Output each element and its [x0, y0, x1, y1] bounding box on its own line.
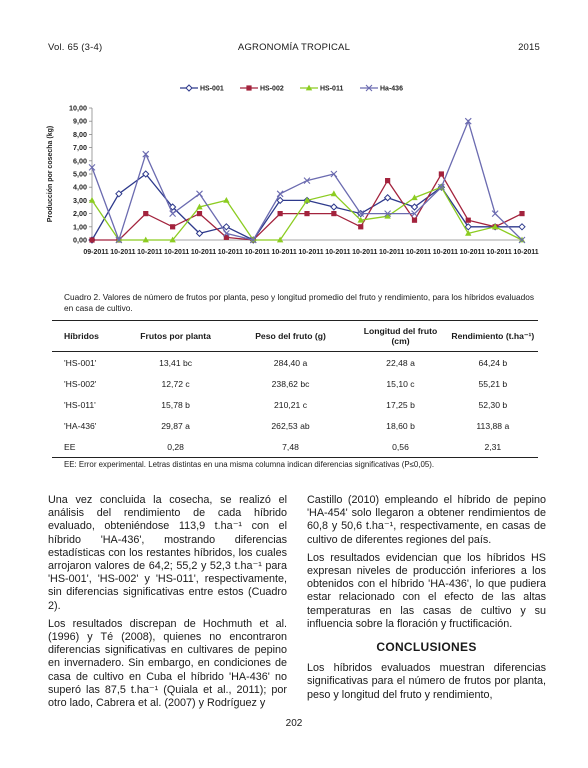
x-tick-label: 10-2011 — [110, 249, 136, 256]
x-tick-label: 10-2011 — [137, 249, 163, 256]
left-column — [48, 494, 287, 715]
table-cell: 238,62 bc — [271, 378, 310, 389]
data-point — [246, 85, 251, 90]
y-tick-label: 3,00 — [73, 195, 87, 205]
data-point — [197, 211, 202, 216]
y-axis-title: Producción por cosecha (kg) — [47, 125, 54, 223]
data-point — [519, 211, 524, 216]
production-line-chart — [40, 72, 540, 282]
table-cell: 113,88 a — [476, 420, 510, 431]
x-tick-label: 10-2011 — [405, 249, 432, 256]
data-point — [331, 190, 337, 196]
header-rendimiento: Rendimiento (t.ha⁻¹) — [448, 321, 538, 352]
y-tick-label: 7,00 — [73, 143, 87, 153]
x-tick-label: 09-2011 — [83, 249, 109, 256]
journal-year: 2015 — [518, 42, 540, 53]
header-peso: Peso del fruto (g) — [228, 321, 354, 352]
table-cell: 22,48 a — [386, 357, 415, 368]
table-cell: 262,53 ab — [271, 420, 310, 431]
series-line — [92, 174, 522, 240]
series-line — [92, 174, 522, 240]
data-point — [170, 224, 175, 229]
table-cell: 29,87 a — [161, 420, 190, 431]
table-header-row — [52, 321, 538, 352]
x-tick-label: 10-2011 — [513, 249, 539, 256]
body-paragraph: Los resultados evidencian que los híbridos HS expresan niveles de producción inferiores a los obtenidos con el híbrido 'HA-436', lo que pudiera estar relacionado con el efecto de las altas temperaturas en las casas de cultivo y su influencia sobre la floración y fructificación. — [307, 551, 546, 630]
table-cell: 64,24 b — [478, 357, 508, 368]
x-tick-label: 10-2011 — [378, 249, 405, 256]
header-frutos: Frutos por planta — [124, 321, 228, 352]
table-cell: 15,78 b — [161, 399, 190, 410]
table-row — [52, 415, 538, 436]
x-tick-label: 10-2011 — [298, 249, 324, 256]
x-tick-label: 10-2011 — [244, 249, 270, 256]
legend-label: HS-002 — [260, 85, 284, 93]
table-cell: 'HS-002' — [64, 378, 97, 389]
table-cell: EE — [52, 436, 124, 458]
data-point — [331, 211, 336, 216]
legend-label: HS-001 — [200, 85, 224, 93]
data-point — [519, 224, 525, 230]
data-point — [197, 191, 203, 197]
data-point — [278, 211, 283, 216]
table-cell: 7,48 — [228, 436, 354, 458]
data-point — [304, 211, 309, 216]
x-tick-label: 10-2011 — [271, 249, 297, 256]
table-cell: 210,21 c — [274, 399, 308, 410]
page-number: 202 — [285, 718, 303, 729]
legend-label: HS-011 — [320, 85, 344, 93]
body-paragraph: Los híbridos evaluados muestran diferencias significativas para el número de frutos por planta, peso y longitud del fruto y rendimiento, — [307, 662, 546, 701]
table-row — [52, 436, 538, 458]
table-cell: 18,60 b — [386, 420, 415, 431]
y-tick-label: 4,00 — [73, 182, 87, 192]
data-point — [385, 178, 390, 183]
y-tick-label: 8,00 — [73, 129, 87, 139]
data-point — [89, 197, 95, 203]
data-point — [412, 218, 417, 223]
x-tick-label: 10-2011 — [163, 249, 190, 256]
data-point — [439, 171, 444, 176]
table-cell: 0,28 — [124, 436, 228, 458]
data-point — [143, 211, 148, 216]
data-point — [170, 211, 176, 217]
y-tick-label: 9,00 — [73, 116, 87, 126]
table-cell: 'HS-011' — [64, 399, 96, 410]
y-tick-label: 2,00 — [73, 209, 87, 219]
table-cell: 0,56 — [353, 436, 447, 458]
table-cell: 'HS-001' — [64, 357, 97, 368]
header-hibridos: Híbridos — [52, 321, 124, 352]
x-tick-label: 10-2011 — [459, 249, 485, 256]
table-cell: 2,31 — [448, 436, 538, 458]
right-column — [307, 494, 546, 707]
table-row — [52, 394, 538, 415]
y-tick-label: 5,00 — [73, 169, 87, 179]
y-tick-label: 6,00 — [73, 156, 87, 166]
data-point — [358, 224, 363, 229]
section-heading: CONCLUSIONES — [376, 640, 477, 655]
header-longitud: Longitud del fruto (cm) — [353, 321, 447, 352]
table-caption: Cuadro 2. Valores de número de frutos por planta, peso y longitud promedio del fruto y rendimiento, para los híbridos evaluados en casa de cultivo. — [64, 292, 534, 313]
body-paragraph: Castillo (2010) empleando el híbrido de pepino 'HA-454' solo llegaron a obtener rendimientos de 60,8 y 50,6 t.ha⁻¹, respectivamente, en casas de cultivo de diferentes regiones del país. — [307, 494, 546, 546]
table-row — [52, 373, 538, 394]
data-point — [186, 85, 192, 91]
table-footnote: EE: Error experimental. Letras distintas en una misma columna indican diferencias significativas (P≤0,05). — [64, 460, 435, 469]
table-cell: 17,25 b — [386, 399, 415, 410]
data-point — [223, 224, 229, 230]
data-point — [277, 191, 283, 197]
y-tick-label: 1,00 — [73, 222, 87, 232]
body-paragraph: Una vez concluida la cosecha, se realizó el análisis del rendimiento de cada híbrido evaluado, obteniéndose 113,9 t.ha⁻¹ con el híbrido 'HA-436', mostrando diferencias estadísticas con los restantes híbridos, los cuales arrojaron valores de 64,2; 55,2 y 52,3 t.ha⁻¹ para 'HS-001', 'HS-002' y 'HS-011', respectivamente, sin diferencias significativas entre estos (Cuadro 2). — [48, 494, 287, 612]
x-tick-label: 10-2011 — [190, 249, 217, 256]
table-cell: 12,72 c — [161, 378, 190, 389]
journal-volume: Vol. 65 (3-4) — [48, 42, 103, 53]
results-table — [52, 320, 538, 458]
table-cell: 55,21 b — [478, 378, 508, 389]
table-row — [52, 352, 538, 374]
y-tick-label: 10,00 — [69, 103, 87, 113]
x-tick-label: 10-2011 — [352, 249, 378, 256]
table-cell: 15,10 c — [386, 378, 415, 389]
data-point — [385, 195, 391, 201]
x-tick-label: 10-2011 — [486, 249, 512, 256]
table-cell: 13,41 bc — [159, 357, 193, 368]
body-paragraph: Los resultados discrepan de Hochmuth et al. (1996) y Té (2008), quienes no encontraron diferencias significativas en cultivares de pepino en invernadero. Sin embargo, en condiciones de casa de cultivo en Cuba el híbrido 'HA-436' no superó las 87,5 t.ha⁻¹ (Quiala et al., 2011); por otro lado, Cabrera et al. (2007) y Rodríguez y — [48, 617, 287, 710]
table-cell: 52,30 b — [478, 399, 508, 410]
x-tick-label: 10-2011 — [217, 249, 244, 256]
table-cell: 284,40 a — [273, 357, 308, 368]
x-tick-label: 10-2011 — [432, 249, 459, 256]
y-tick-label: 0,00 — [73, 235, 87, 245]
data-point — [331, 204, 337, 210]
x-tick-label: 10-2011 — [325, 249, 351, 256]
data-point — [223, 197, 229, 203]
table-cell: 'HA-436' — [64, 420, 97, 431]
journal-title: AGRONOMÍA TROPICAL — [237, 42, 351, 53]
data-point — [466, 218, 471, 223]
legend-label: Ha-436 — [380, 85, 403, 93]
data-point — [89, 237, 94, 242]
